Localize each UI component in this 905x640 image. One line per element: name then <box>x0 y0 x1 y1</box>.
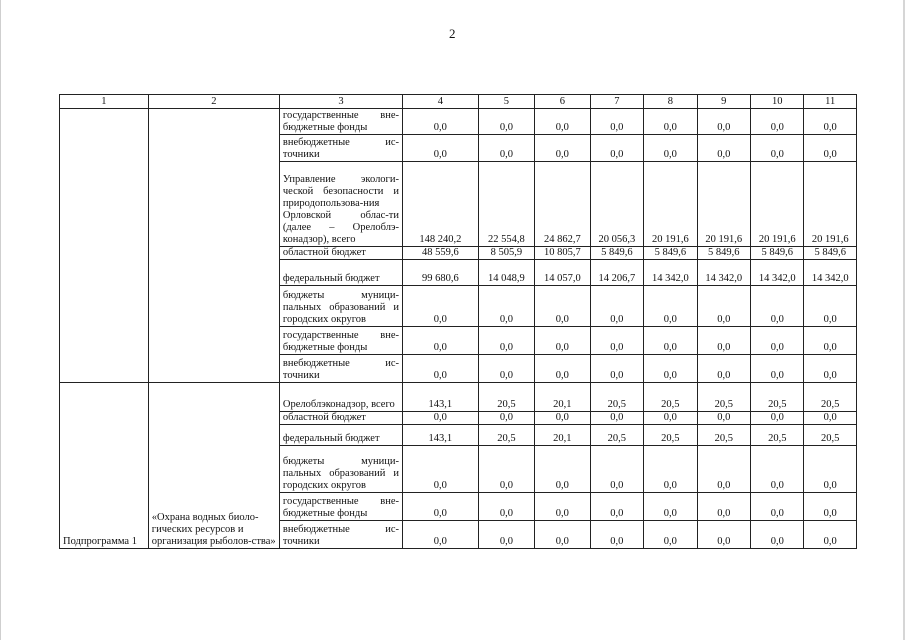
table-row <box>60 109 857 135</box>
amount-cell: 0,0 <box>402 355 478 383</box>
amount-cell: 0,0 <box>478 355 534 383</box>
amount-cell: 0,0 <box>478 135 534 162</box>
amount-cell: 0,0 <box>751 109 804 135</box>
amount-cell: 0,0 <box>804 493 857 521</box>
amount-cell: 5 849,6 <box>644 247 697 260</box>
amount-cell: 0,0 <box>478 286 534 327</box>
amount-cell: 0,0 <box>697 135 750 162</box>
funding-source-label: бюджеты муници-пальных образований и городских округов <box>279 446 402 493</box>
amount-cell: 0,0 <box>644 493 697 521</box>
table-header <box>60 95 857 109</box>
column-header: 3 <box>279 95 402 109</box>
amount-cell: 0,0 <box>478 327 534 355</box>
amount-cell: 0,0 <box>402 521 478 549</box>
amount-cell: 143,1 <box>402 425 478 446</box>
column-header: 7 <box>590 95 643 109</box>
column-header: 8 <box>644 95 697 109</box>
header-row <box>60 95 857 109</box>
column-header: 1 <box>60 95 149 109</box>
amount-cell: 20,5 <box>590 425 643 446</box>
amount-cell: 0,0 <box>804 135 857 162</box>
continuation-cell <box>148 109 279 383</box>
amount-cell: 20,1 <box>535 383 590 412</box>
amount-cell: 0,0 <box>644 521 697 549</box>
amount-cell: 0,0 <box>590 521 643 549</box>
amount-cell: 0,0 <box>644 135 697 162</box>
column-header: 2 <box>148 95 279 109</box>
amount-cell: 0,0 <box>478 109 534 135</box>
amount-cell: 20,5 <box>478 383 534 412</box>
column-header: 6 <box>535 95 590 109</box>
funding-source-label: внебюджетные ис-точники <box>279 355 402 383</box>
amount-cell: 0,0 <box>751 327 804 355</box>
amount-cell: 0,0 <box>804 446 857 493</box>
amount-cell: 0,0 <box>697 521 750 549</box>
amount-cell: 0,0 <box>590 327 643 355</box>
amount-cell: 0,0 <box>697 412 750 425</box>
amount-cell: 0,0 <box>697 355 750 383</box>
funding-source-label: областной бюджет <box>279 247 402 260</box>
amount-cell: 0,0 <box>804 109 857 135</box>
amount-cell: 0,0 <box>697 493 750 521</box>
column-header: 10 <box>751 95 804 109</box>
amount-cell: 99 680,6 <box>402 260 478 286</box>
amount-cell: 0,0 <box>697 286 750 327</box>
amount-cell: 0,0 <box>535 521 590 549</box>
amount-cell: 0,0 <box>697 327 750 355</box>
amount-cell: 5 849,6 <box>697 247 750 260</box>
amount-cell: 0,0 <box>644 412 697 425</box>
column-header: 5 <box>478 95 534 109</box>
amount-cell: 10 805,7 <box>535 247 590 260</box>
amount-cell: 0,0 <box>535 355 590 383</box>
amount-cell: 143,1 <box>402 383 478 412</box>
amount-cell: 8 505,9 <box>478 247 534 260</box>
amount-cell: 0,0 <box>590 286 643 327</box>
amount-cell: 0,0 <box>535 412 590 425</box>
amount-cell: 0,0 <box>535 327 590 355</box>
funding-source-label: внебюджетные ис-точники <box>279 521 402 549</box>
amount-cell: 0,0 <box>804 355 857 383</box>
amount-cell: 0,0 <box>644 286 697 327</box>
amount-cell: 20,5 <box>590 383 643 412</box>
funding-source-label: Управление экологи-ческой безопасности и природопользова-ния Орловской облас-ти (далее – Орелоблэ-конадзор), всего <box>279 162 402 247</box>
page-number: 2 <box>449 26 456 41</box>
amount-cell: 0,0 <box>535 109 590 135</box>
funding-source-label: государственные вне-бюджетные фонды <box>279 109 402 135</box>
amount-cell: 0,0 <box>590 109 643 135</box>
amount-cell: 0,0 <box>751 412 804 425</box>
funding-source-label: Орелоблэконадзор, всего <box>279 383 402 412</box>
funding-source-label: областной бюджет <box>279 412 402 425</box>
column-header: 11 <box>804 95 857 109</box>
amount-cell: 0,0 <box>751 286 804 327</box>
budget-table <box>59 94 857 549</box>
amount-cell: 0,0 <box>590 493 643 521</box>
table-row <box>60 383 857 412</box>
amount-cell: 0,0 <box>751 493 804 521</box>
column-header: 4 <box>402 95 478 109</box>
amount-cell: 0,0 <box>478 446 534 493</box>
amount-cell: 20,5 <box>644 383 697 412</box>
amount-cell: 0,0 <box>751 135 804 162</box>
amount-cell: 0,0 <box>402 109 478 135</box>
amount-cell: 148 240,2 <box>402 162 478 247</box>
amount-cell: 0,0 <box>751 446 804 493</box>
amount-cell: 5 849,6 <box>590 247 643 260</box>
amount-cell: 20 191,6 <box>644 162 697 247</box>
amount-cell: 14 206,7 <box>590 260 643 286</box>
amount-cell: 0,0 <box>402 286 478 327</box>
table-body <box>60 109 857 549</box>
amount-cell: 0,0 <box>751 521 804 549</box>
amount-cell: 0,0 <box>804 412 857 425</box>
amount-cell: 0,0 <box>804 286 857 327</box>
amount-cell: 5 849,6 <box>804 247 857 260</box>
amount-cell: 0,0 <box>590 446 643 493</box>
amount-cell: 0,0 <box>751 355 804 383</box>
amount-cell: 0,0 <box>644 446 697 493</box>
amount-cell: 0,0 <box>478 412 534 425</box>
amount-cell: 0,0 <box>535 493 590 521</box>
amount-cell: 0,0 <box>697 446 750 493</box>
amount-cell: 20,5 <box>804 425 857 446</box>
funding-source-label: федеральный бюджет <box>279 260 402 286</box>
amount-cell: 20,5 <box>804 383 857 412</box>
amount-cell: 20,5 <box>751 383 804 412</box>
amount-cell: 0,0 <box>402 135 478 162</box>
amount-cell: 20 191,6 <box>804 162 857 247</box>
amount-cell: 14 342,0 <box>697 260 750 286</box>
subprogram-name: Подпрограмма 1 <box>60 383 149 549</box>
amount-cell: 14 342,0 <box>644 260 697 286</box>
amount-cell: 0,0 <box>535 135 590 162</box>
amount-cell: 20 191,6 <box>697 162 750 247</box>
amount-cell: 20,5 <box>697 383 750 412</box>
amount-cell: 0,0 <box>644 327 697 355</box>
amount-cell: 5 849,6 <box>751 247 804 260</box>
subprogram-title: «Охрана водных биоло-гических ресурсов и организация рыболов-ства» <box>148 383 279 549</box>
column-header: 9 <box>697 95 750 109</box>
amount-cell: 14 048,9 <box>478 260 534 286</box>
amount-cell: 20,1 <box>535 425 590 446</box>
amount-cell: 0,0 <box>535 286 590 327</box>
scan-edge-left <box>0 0 1 640</box>
amount-cell: 0,0 <box>478 493 534 521</box>
amount-cell: 0,0 <box>535 446 590 493</box>
amount-cell: 20,5 <box>697 425 750 446</box>
amount-cell: 20,5 <box>751 425 804 446</box>
amount-cell: 48 559,6 <box>402 247 478 260</box>
amount-cell: 0,0 <box>478 521 534 549</box>
amount-cell: 0,0 <box>402 493 478 521</box>
amount-cell: 20,5 <box>644 425 697 446</box>
amount-cell: 0,0 <box>697 109 750 135</box>
amount-cell: 0,0 <box>590 135 643 162</box>
amount-cell: 0,0 <box>402 446 478 493</box>
funding-source-label: государственные вне-бюджетные фонды <box>279 493 402 521</box>
amount-cell: 20 191,6 <box>751 162 804 247</box>
amount-cell: 14 057,0 <box>535 260 590 286</box>
amount-cell: 0,0 <box>590 412 643 425</box>
funding-source-label: внебюджетные ис-точники <box>279 135 402 162</box>
funding-source-label: бюджеты муници-пальных образований и городских округов <box>279 286 402 327</box>
funding-source-label: федеральный бюджет <box>279 425 402 446</box>
amount-cell: 22 554,8 <box>478 162 534 247</box>
amount-cell: 0,0 <box>402 412 478 425</box>
amount-cell: 0,0 <box>804 327 857 355</box>
amount-cell: 0,0 <box>644 109 697 135</box>
continuation-cell <box>60 109 149 383</box>
funding-source-label: государственные вне-бюджетные фонды <box>279 327 402 355</box>
amount-cell: 0,0 <box>402 327 478 355</box>
amount-cell: 0,0 <box>804 521 857 549</box>
amount-cell: 20 056,3 <box>590 162 643 247</box>
amount-cell: 14 342,0 <box>804 260 857 286</box>
amount-cell: 14 342,0 <box>751 260 804 286</box>
amount-cell: 0,0 <box>590 355 643 383</box>
amount-cell: 24 862,7 <box>535 162 590 247</box>
amount-cell: 0,0 <box>644 355 697 383</box>
amount-cell: 20,5 <box>478 425 534 446</box>
